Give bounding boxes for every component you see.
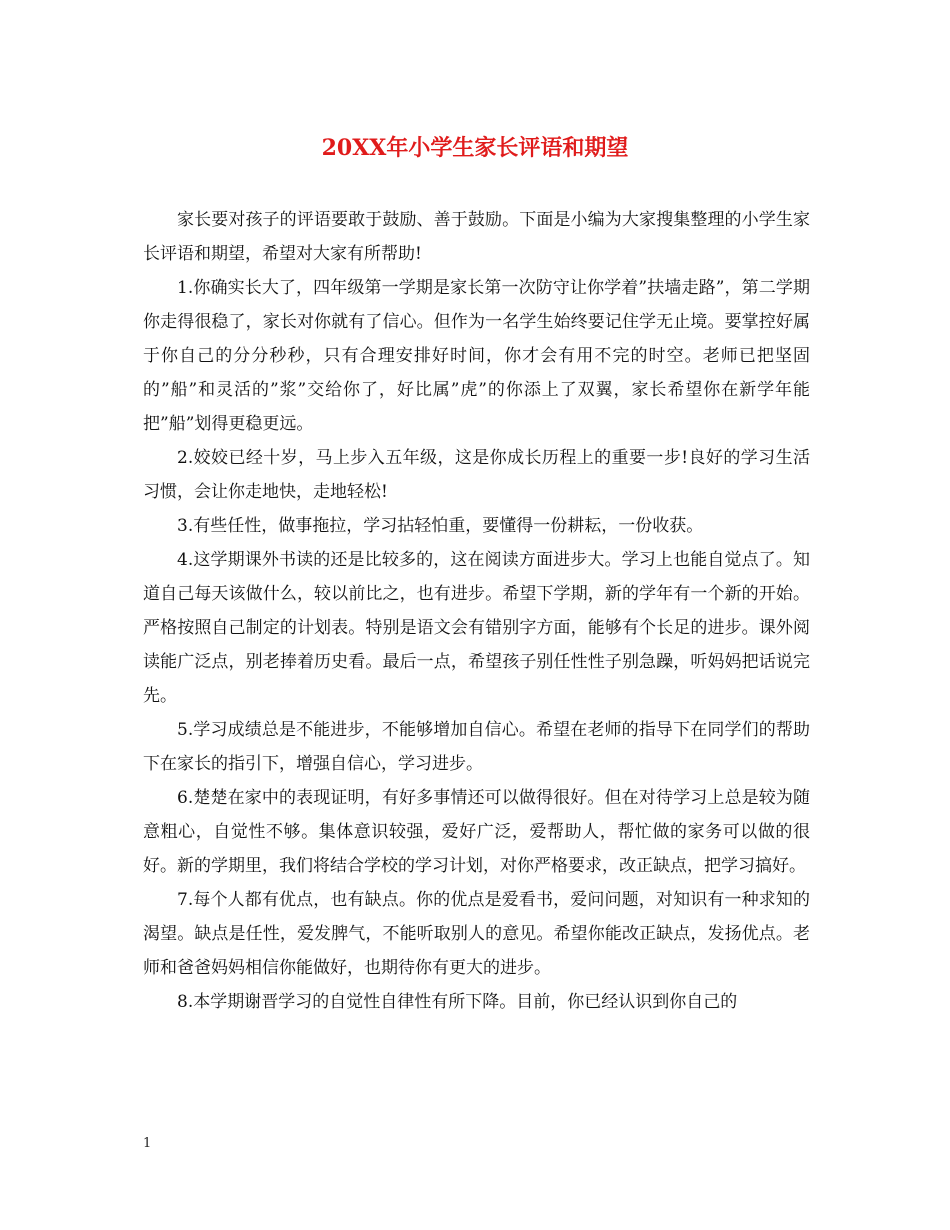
page-number: 1 (143, 1136, 152, 1151)
paragraph-item-3: 3.有些任性，做事拖拉，学习拈轻怕重，要懂得一份耕耘，一份收获。 (177, 516, 704, 536)
paragraph-item-8: 8.本学期谢晋学习的自觉性自律性有所下降。目前，你已经认识到你自己的 (177, 992, 738, 1012)
document-title: 20XX年小学生家长评语和期望 (321, 135, 629, 161)
paragraph-item-1: 1.你确实长大了，四年级第一学期是家长第一次防守让你学着”扶墙走路”，第二学期你走得很稳了，家长对你就有了信心。但作为一名学生始终要记住学无止境。要掌控好属于你自己的分分秒秒，只有合理安排好时间，你才会有用不完的时空。老师已把坚固的”船”和灵活的”浆”交给你了，好比属”虎”的你添上了双翼，家长希望你在新学年能把”船”划得更稳更远。 (143, 278, 810, 434)
paragraph-item-7: 7.每个人都有优点，也有缺点。你的优点是爱看书，爱问问题，对知识有一种求知的渴望。缺点是任性，爱发脾气，不能听取别人的意见。希望你能改正缺点，发扬优点。老师和爸爸妈妈相信你能做好，也期待你有更大的进步。 (143, 890, 810, 978)
paragraph-item-5: 5.学习成绩总是不能进步，不能够增加自信心。希望在老师的指导下在同学们的帮助下在家长的指引下，增强自信心，学习进步。 (143, 720, 810, 774)
paragraph-intro: 家长要对孩子的评语要敢于鼓励、善于鼓励。下面是小编为大家搜集整理的小学生家长评语和期望，希望对大家有所帮助! (143, 210, 810, 264)
paragraph-item-4: 4.这学期课外书读的还是比较多的，这在阅读方面进步大。学习上也能自觉点了。知道自己每天该做什么，较以前比之，也有进步。希望下学期，新的学年有一个新的开始。严格按照自己制定的计划表。特别是语文会有错别字方面，能够有个长足的进步。课外阅读能广泛点，别老捧着历史看。最后一点，希望孩子别任性性子别急躁，听妈妈把话说完先。 (143, 550, 810, 706)
document-body (143, 203, 810, 1019)
paragraph-item-6: 6.楚楚在家中的表现证明，有好多事情还可以做得很好。但在对待学习上总是较为随意粗心，自觉性不够。集体意识较强，爱好广泛，爱帮助人，帮忙做的家务可以做的很好。新的学期里，我们将结合学校的学习计划，对你严格要求，改正缺点，把学习搞好。 (143, 788, 810, 876)
paragraph-item-2: 2.姣姣已经十岁，马上步入五年级，这是你成长历程上的重要一步!良好的学习生活习惯，会让你走地快，走地轻松! (143, 448, 810, 502)
